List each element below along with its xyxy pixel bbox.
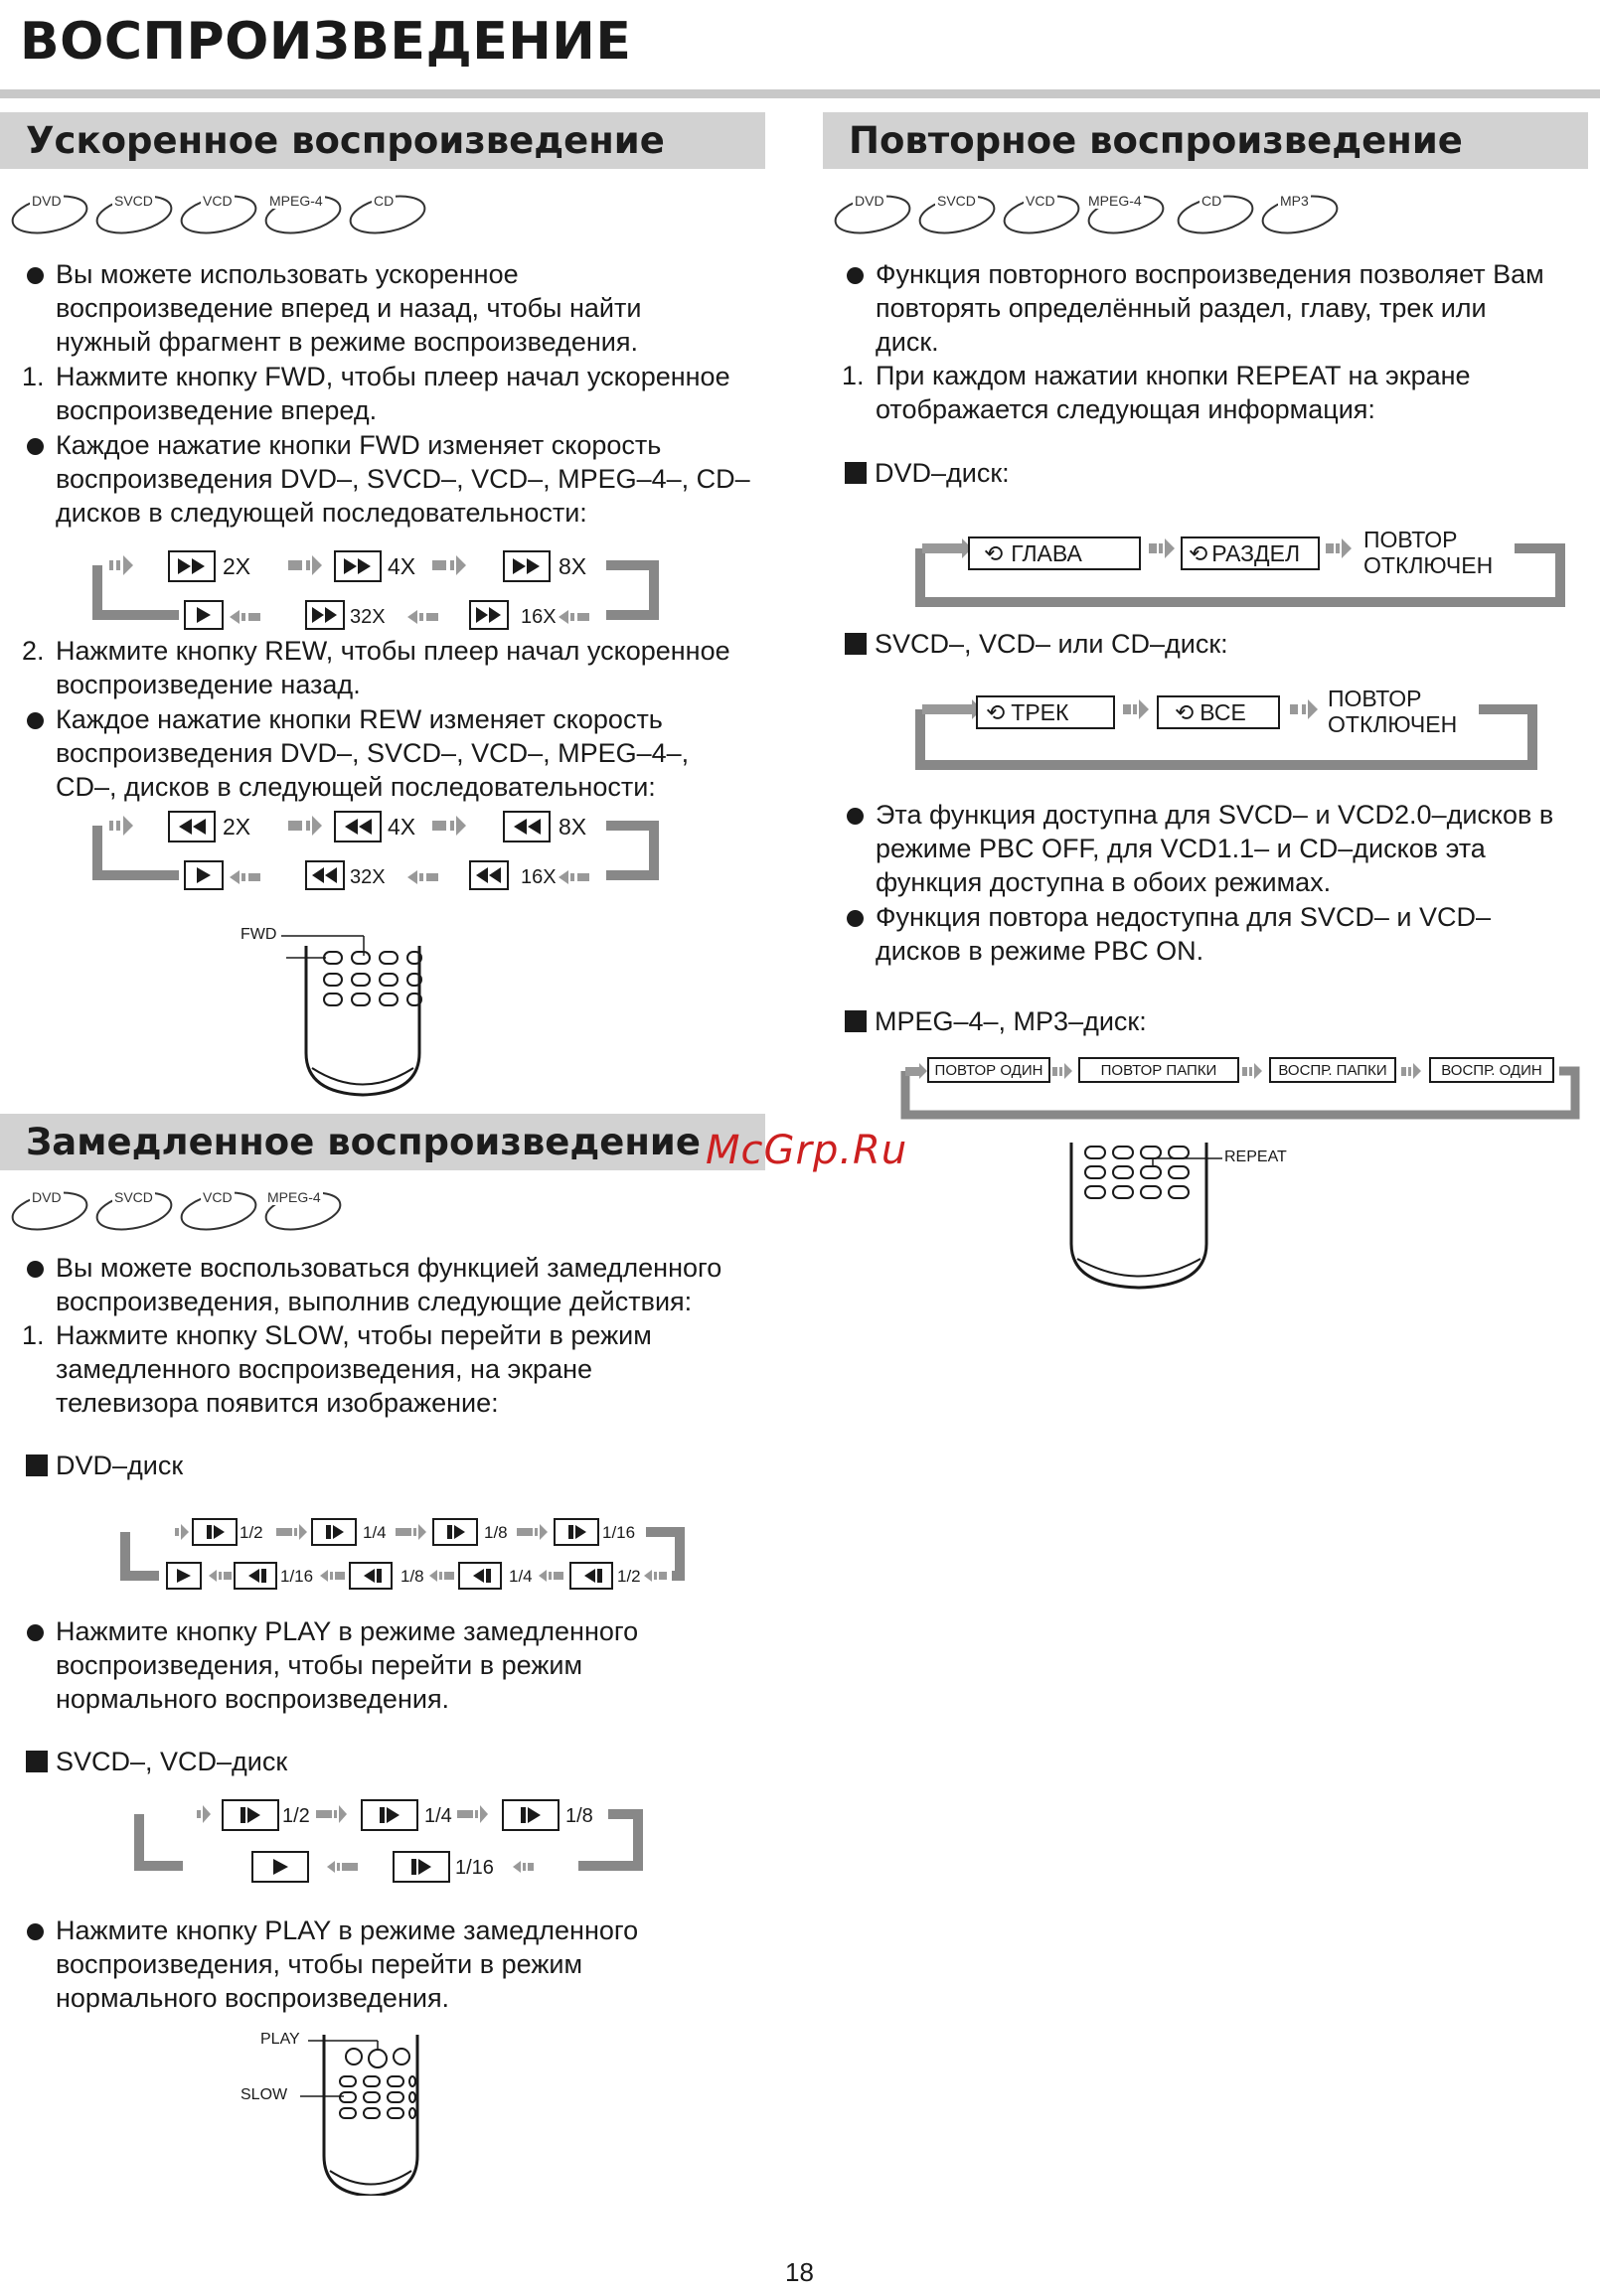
mpeg4-disc-icon: MPEG-4	[263, 1181, 343, 1237]
fwd-speed-cycle-diagram	[89, 549, 666, 627]
rew-speed-4x: 4X	[388, 814, 416, 840]
vcd-disc-icon: VCD	[179, 185, 258, 240]
repeat-track-box: ⟲ ТРЕК	[976, 695, 1115, 729]
repeat-step-1: 1. При каждом нажатии кнопки REPEAT на экране отображается следующая информация:	[842, 361, 1471, 424]
slow-dvd-speed: 1/2	[617, 1567, 641, 1586]
slow-remote-label: SLOW	[240, 2086, 288, 2103]
slow-dvd-speed: 1/8	[484, 1523, 508, 1542]
repeat-availability-bullet: Эта функция доступна для SVCD– и VCD2.0–дисков в режиме PBC OFF, для VCD1.1– и CD–дисков эта функция доступна в обоих режимах.	[842, 798, 1553, 899]
play-folder-box: ВОСПР. ПАПКИ	[1269, 1057, 1396, 1083]
mpeg4-disc-icon: MPEG-4	[263, 185, 343, 240]
dvd-disc-icon: DVD	[10, 1181, 89, 1237]
fast-step-1: 1. Нажмите кнопку FWD, чтобы плеер начал ускоренное воспроизведение вперед.	[22, 362, 730, 425]
mp3-disc-icon: MP3	[1260, 185, 1340, 240]
fwd-remote-illustration	[239, 924, 467, 1098]
repeat-intro-bullet: Функция повторного воспроизведения позволяет Вам повторять определённый раздел, главу, трек или диск.	[842, 257, 1544, 359]
slow-dvd-heading: DVD–диск	[26, 1449, 183, 1482]
repeat-off-label: ПОВТОР ОТКЛЮЧЕН	[1328, 686, 1458, 737]
repeat-section-heading: Повторное воспроизведение	[823, 112, 1588, 169]
fast-intro-bullet: Вы можете использовать ускоренное воспроизведение вперед и назад, чтобы найти нужный фрагмент в режиме воспроизведения.	[22, 257, 641, 359]
rew-speed-cycle-diagram	[89, 810, 666, 887]
fast-step-2: 2. Нажмите кнопку REW, чтобы плеер начал ускоренное воспроизведение назад.	[22, 636, 730, 699]
slow-play-bullet-1: Нажмите кнопку PLAY в режиме замедленного воспроизведения, чтобы перейти в режим нормального воспроизведения.	[22, 1614, 638, 1716]
slow-svcd-cycle-diagram	[131, 1798, 648, 1882]
fast-fwd-bullet: Каждое нажатие кнопки FWD изменяет скорость воспроизведения DVD–, SVCD–, VCD–, MPEG–4–, CD– дисков в следующей последовательности:	[22, 428, 750, 530]
vcd-disc-icon: VCD	[179, 1181, 258, 1237]
fwd-speed-8x: 8X	[559, 553, 587, 579]
slow-svcd-speed: 1/4	[424, 1805, 452, 1827]
repeat-cycle-icon: ⟲	[1175, 698, 1195, 725]
fwd-speed-4x: 4X	[388, 553, 416, 579]
repeat-svcd-heading: SVCD–, VCD– или CD–диск:	[845, 627, 1228, 661]
slow-dvd-speed: 1/4	[363, 1523, 387, 1542]
svcd-disc-icon: SVCD	[917, 185, 997, 240]
repeat-title-box: ⟲ РАЗДЕЛ	[1181, 536, 1320, 570]
play-one-box: ВОСПР. ОДИН	[1429, 1057, 1554, 1083]
fast-disc-icons	[10, 185, 437, 244]
vcd-disc-icon: VCD	[1002, 185, 1081, 240]
watermark: McGrp.Ru	[706, 1128, 908, 1173]
fast-rew-bullet: Каждое нажатие кнопки REW изменяет скорость воспроизведения DVD–, SVCD–, VCD–, MPEG–4–, CD–, дисков в следующей последовательности:	[22, 702, 689, 804]
page-title: ВОСПРОИЗВЕДЕНИЕ	[20, 12, 632, 72]
repeat-pbc-bullet: Функция повтора недоступна для SVCD– и VCD– дисков в режиме PBC ON.	[842, 900, 1491, 968]
slow-remote-illustration	[239, 2027, 467, 2196]
svcd-disc-icon: SVCD	[94, 1181, 174, 1237]
fast-section-heading: Ускоренное воспроизведение	[0, 112, 765, 169]
title-divider	[0, 89, 1600, 98]
repeat-one-box: ПОВТОР ОДИН	[927, 1057, 1050, 1083]
svcd-disc-icon: SVCD	[94, 185, 174, 240]
slow-svcd-speed: 1/16	[455, 1857, 494, 1879]
repeat-cycle-icon: ⟲	[984, 539, 1004, 566]
slow-section-heading: Замедленное воспроизведение	[0, 1114, 765, 1170]
repeat-dvd-cycle-diagram	[914, 527, 1570, 610]
slow-intro-bullet: Вы можете воспользоваться функцией замедленного воспроизведения, выполнив следующие действия:	[22, 1251, 721, 1318]
slow-step-1: 1. Нажмите кнопку SLOW, чтобы перейти в режим замедленного воспроизведения, на экране телевизора появится изображение:	[22, 1320, 652, 1418]
dvd-disc-icon: DVD	[10, 185, 89, 240]
rew-speed-8x: 8X	[559, 814, 587, 840]
mpeg4-disc-icon: MPEG-4	[1086, 185, 1166, 240]
fwd-speed-32x: 32X	[350, 606, 386, 628]
repeat-cycle-icon: ⟲	[986, 698, 1006, 725]
repeat-mp3-heading: MPEG–4–, MP3–диск:	[845, 1004, 1147, 1038]
slow-dvd-cycle-diagram	[119, 1518, 686, 1590]
repeat-remote-label: REPEAT	[1224, 1148, 1287, 1165]
fwd-remote-label: FWD	[240, 926, 277, 943]
slow-svcd-speed: 1/2	[282, 1805, 310, 1827]
play-remote-label: PLAY	[260, 2031, 300, 2048]
slow-dvd-speed: 1/2	[240, 1523, 263, 1542]
cd-disc-icon: CD	[348, 185, 427, 240]
repeat-disc-icons	[833, 185, 1350, 244]
repeat-svcd-cycle-diagram	[914, 688, 1540, 773]
page-number: 18	[785, 2257, 814, 2287]
slow-svcd-speed: 1/8	[565, 1805, 593, 1827]
repeat-off-label: ПОВТОР ОТКЛЮЧЕН	[1363, 527, 1494, 578]
repeat-mp3-cycle-diagram	[899, 1055, 1580, 1121]
repeat-chapter-box: ⟲ ГЛАВА	[968, 536, 1141, 570]
repeat-remote-illustration	[1063, 1135, 1292, 1294]
rew-speed-16x: 16X	[521, 866, 557, 888]
rew-speed-32x: 32X	[350, 866, 386, 888]
slow-play-bullet-2: Нажмите кнопку PLAY в режиме замедленного воспроизведения, чтобы перейти в режим нормального воспроизведения.	[22, 1913, 638, 2015]
slow-dvd-speed: 1/8	[400, 1567, 424, 1586]
repeat-cycle-icon: ⟲	[1189, 539, 1208, 566]
slow-dvd-speed: 1/4	[509, 1567, 533, 1586]
cd-disc-icon: CD	[1176, 185, 1255, 240]
dvd-disc-icon: DVD	[833, 185, 912, 240]
slow-svcd-heading: SVCD–, VCD–диск	[26, 1745, 287, 1778]
fwd-speed-16x: 16X	[521, 606, 557, 628]
repeat-dvd-heading: DVD–диск:	[845, 456, 1010, 490]
repeat-all-box: ⟲ ВСЕ	[1157, 695, 1280, 729]
fwd-speed-2x: 2X	[223, 553, 251, 579]
rew-speed-2x: 2X	[223, 814, 251, 840]
slow-dvd-speed: 1/16	[280, 1567, 314, 1586]
slow-disc-icons	[10, 1181, 358, 1241]
slow-dvd-speed: 1/16	[602, 1523, 636, 1542]
repeat-folder-box: ПОВТОР ПАПКИ	[1078, 1057, 1239, 1083]
